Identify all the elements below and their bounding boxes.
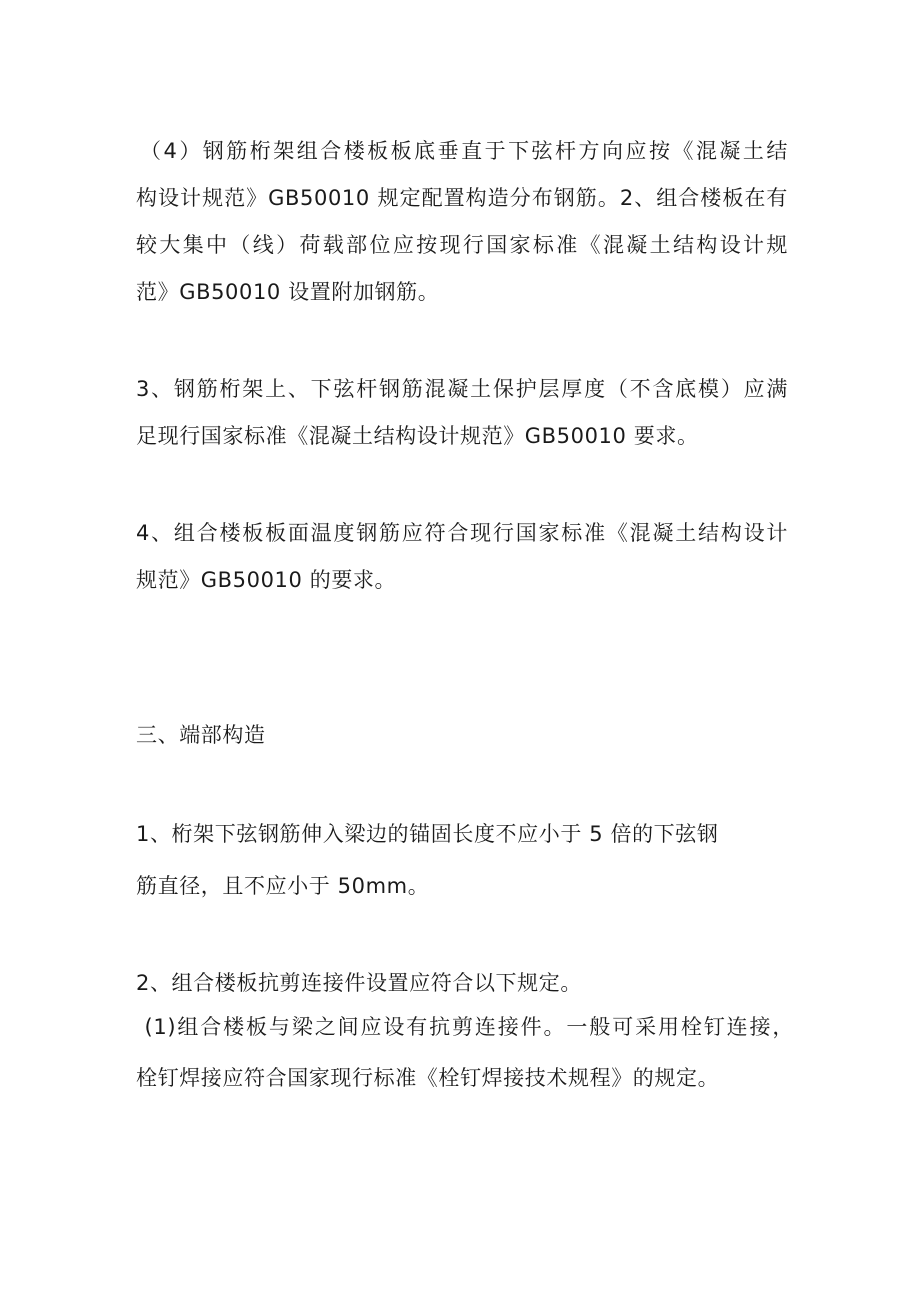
paragraph-1-line-3: 较大集中（线）荷载部位应按现行国家标准《混凝土结构设计规 <box>136 233 788 257</box>
paragraph-3-line-2: 规范》GB50010 的要求。 <box>136 568 397 592</box>
paragraph-2-line-1: 3、钢筋桁架上、下弦杆钢筋混凝土保护层厚度（不含底模）应满 <box>136 377 788 401</box>
section-heading: 三、端部构造 <box>136 723 266 747</box>
paragraph-5-line-1: 2、组合楼板抗剪连接件设置应符合以下规定。 <box>136 971 582 995</box>
paragraph-5-line-2: (1)组合楼板与梁之间应设有抗剪连接件。一般可采用栓钉连接， <box>136 1015 794 1039</box>
paragraph-3-line-1: 4、组合楼板板面温度钢筋应符合现行国家标准《混凝土结构设计 <box>136 521 788 545</box>
paragraph-1-line-4: 范》GB50010 设置附加钢筋。 <box>136 280 440 304</box>
paragraph-2-line-2: 足现行国家标准《混凝土结构设计规范》GB50010 要求。 <box>136 424 699 448</box>
paragraph-1-line-1: （4）钢筋桁架组合楼板板底垂直于下弦杆方向应按《混凝土结 <box>140 139 788 163</box>
paragraph-4-line-2: 筋直径，且不应小于 50mm。 <box>136 874 430 898</box>
paragraph-4-line-1: 1、桁架下弦钢筋伸入梁边的锚固长度不应小于 5 倍的下弦钢 <box>136 822 719 846</box>
paragraph-5-line-3: 栓钉焊接应符合国家现行标准《栓钉焊接技术规程》的规定。 <box>136 1066 720 1090</box>
paragraph-1-line-2: 构设计规范》GB50010 规定配置构造分布钢筋。2、组合楼板在有 <box>136 186 788 210</box>
